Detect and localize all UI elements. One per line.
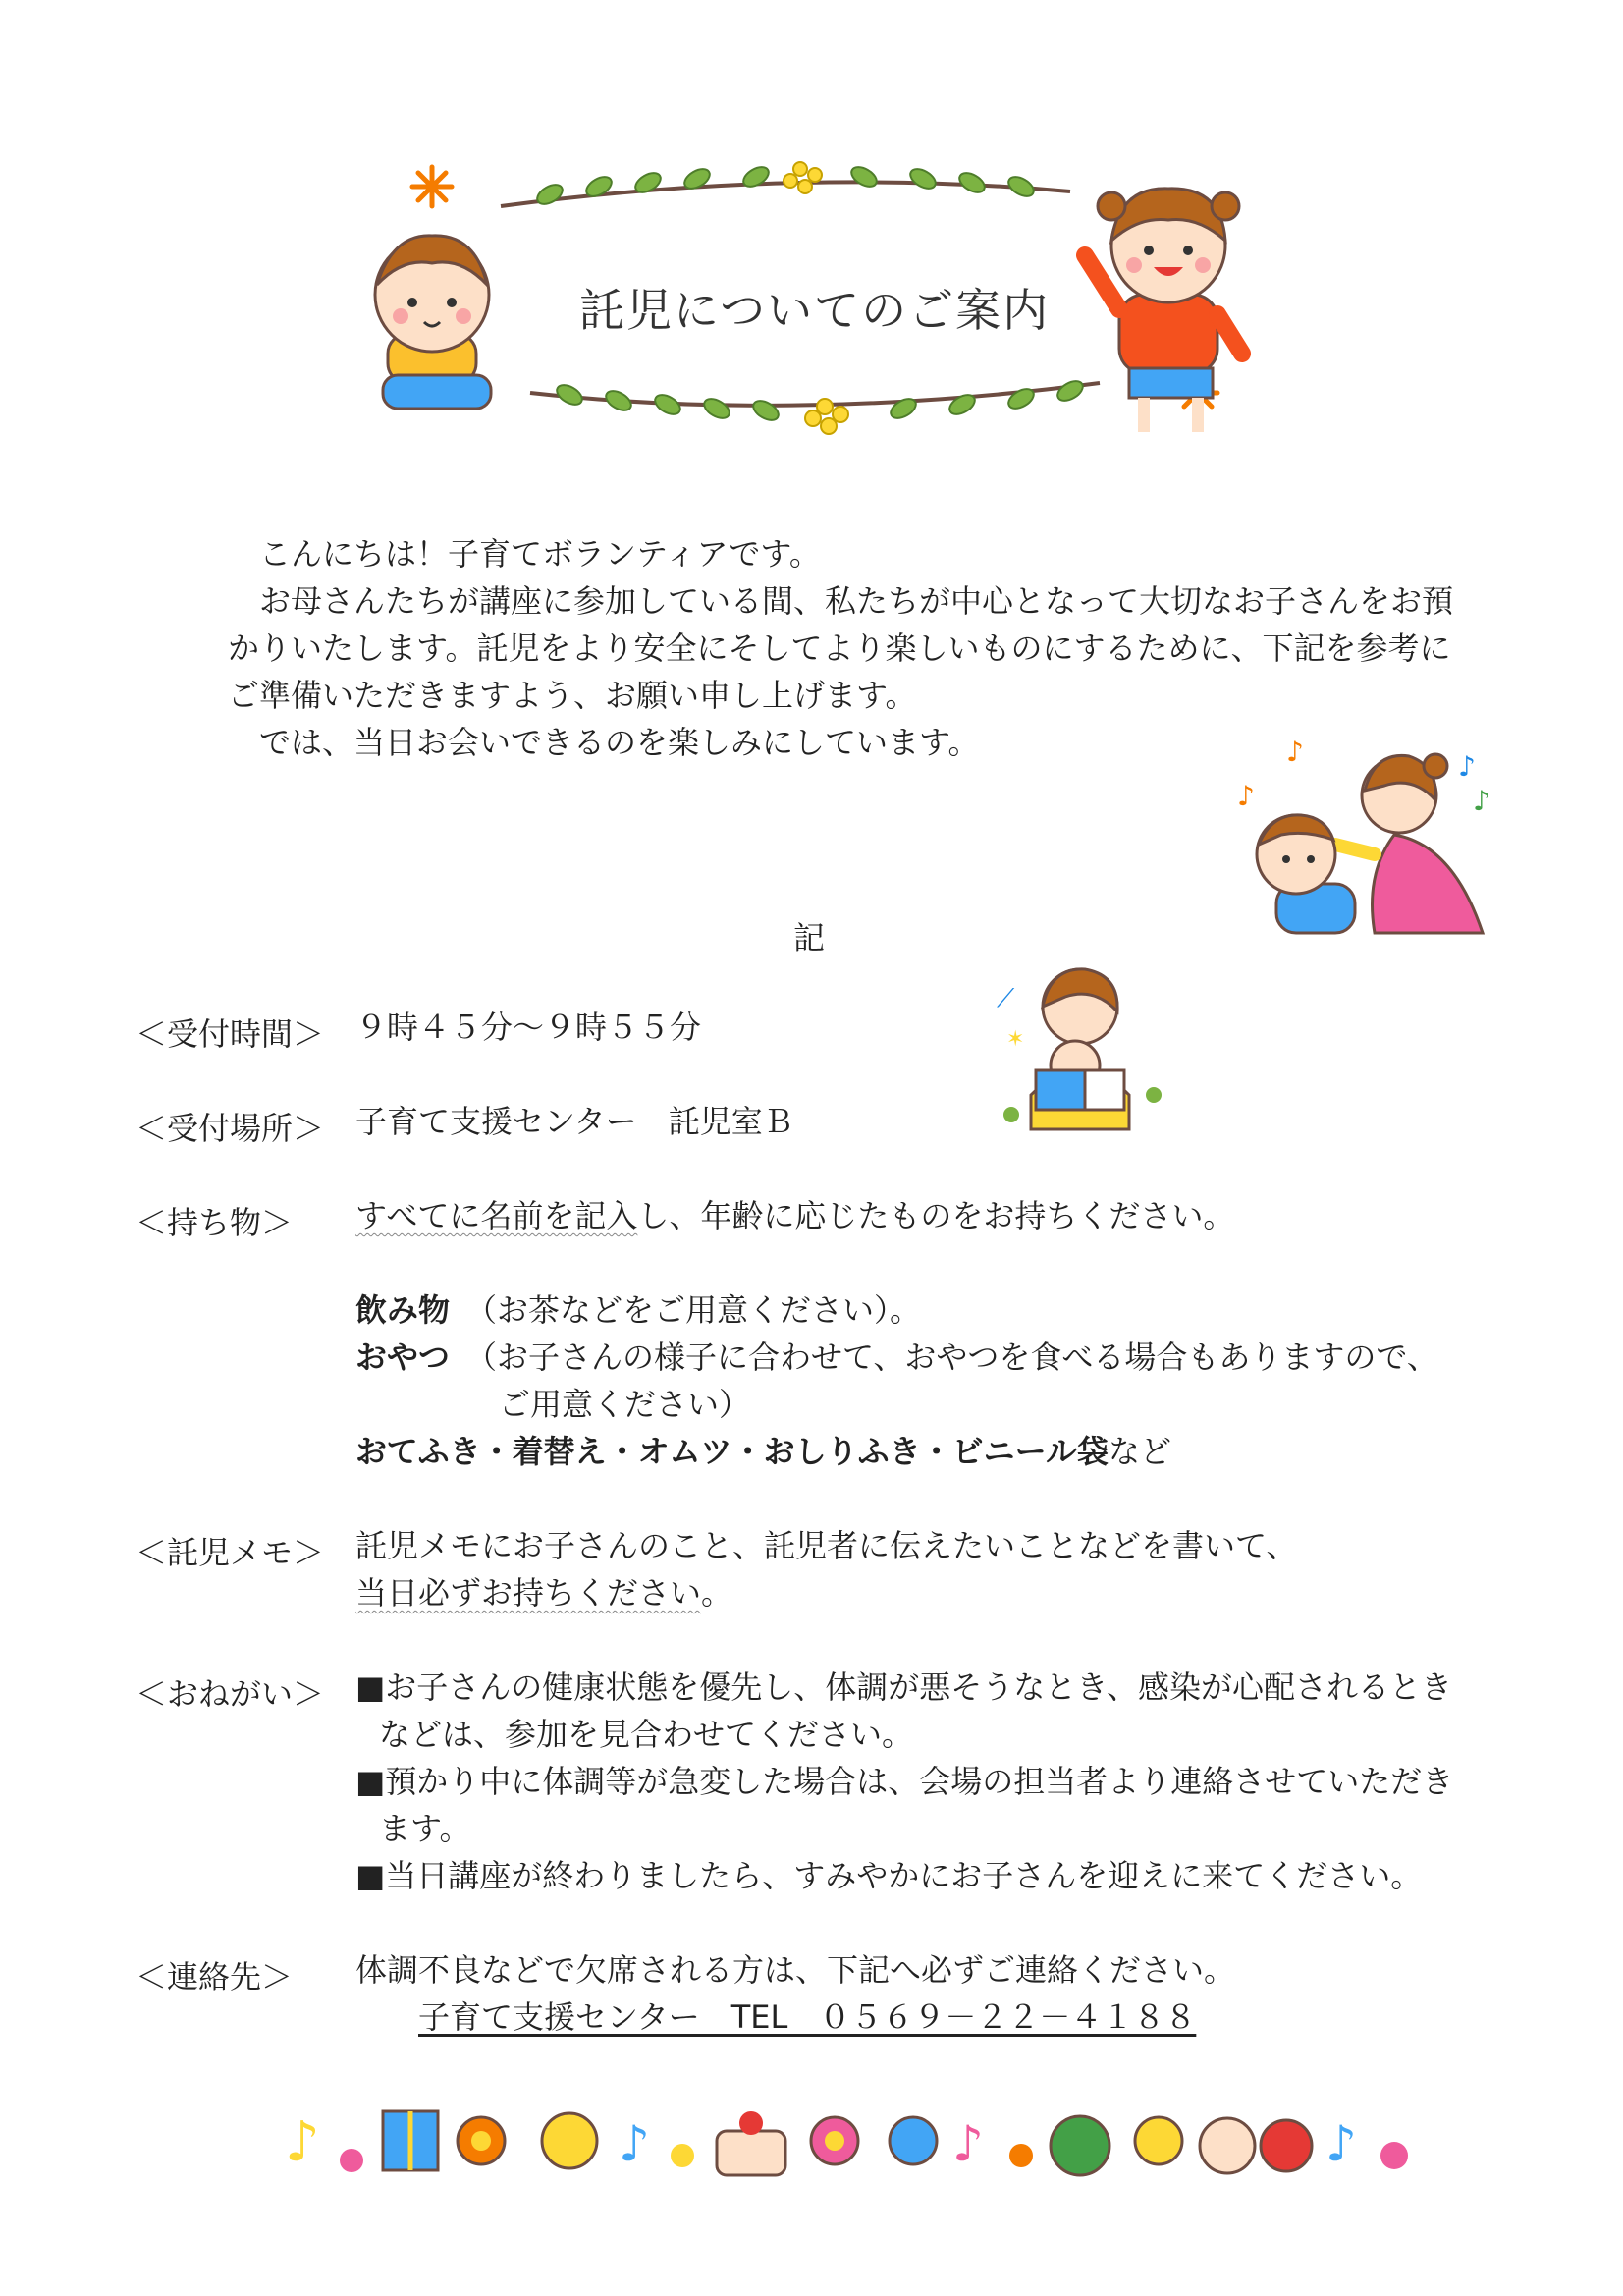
svg-text:♪: ♪ (1237, 780, 1255, 812)
request-item-1-cont: などは、参加を見合わせてください。 (379, 1716, 914, 1753)
belongings-underlined: すべてに名前を記入 (355, 1197, 638, 1234)
svg-text:♪: ♪ (1473, 785, 1490, 817)
ki-heading: 記 (793, 919, 826, 957)
intro-line: かりいたします。託児をより安全にそしてより楽しいものにするために、下記を参考に (228, 629, 1451, 667)
intro-line: ご準備いただきますよう、お願い申し上げます。 (228, 677, 917, 714)
reception-time-label: ＜受付時間＞ (135, 1015, 325, 1053)
snacks-note: （お子さんの様子に合わせて、おやつを食べる場合もありますので、 (481, 1339, 1438, 1376)
memo-tail: 。 (701, 1574, 733, 1612)
drinks-label: 飲み物 (355, 1291, 451, 1329)
memo-line1: 託児メモにお子さんのこと、託児者に伝えたいことなどを書いて、 (355, 1527, 1298, 1564)
memo-line2 (355, 1569, 732, 1616)
belongings-line (355, 1192, 1234, 1239)
snacks-note-cont: ご用意ください） (499, 1386, 751, 1423)
intro-line: お母さんたちが講座に参加している間、私たちが中心となって大切なお子さんをお預 (259, 582, 1454, 620)
girl-illustration (1085, 189, 1242, 432)
contact-phone: 子育て支援センター TEL ０５６９－２２－４１８８ (418, 1998, 1197, 2036)
reception-place-value: 子育て支援センター 託児室Ｂ (355, 1103, 794, 1140)
mother-baby-illustration (1227, 737, 1502, 962)
belongings-label: ＜持ち物＞ (135, 1204, 294, 1241)
svg-text:♪: ♪ (1286, 737, 1304, 768)
svg-text:⟋: ⟋ (997, 984, 1015, 1013)
contact-line1: 体調不良などで欠席される方は、下記へ必ずご連絡ください。 (355, 1951, 1236, 1989)
drinks-line (355, 1286, 921, 1334)
request-item-1: ■お子さんの健康状態を優先し、体調が悪そうなとき、感染が心配されるとき (355, 1668, 1452, 1706)
contact-label: ＜連絡先＞ (135, 1958, 294, 1995)
snacks-line (355, 1334, 1438, 1381)
items-line (355, 1428, 1171, 1475)
reception-time-value: ９時４５分～９時５５分 (355, 1009, 702, 1046)
svg-text:♪: ♪ (952, 2115, 984, 2172)
request-item-2-cont: ます。 (379, 1810, 471, 1847)
baby-illustration (375, 236, 491, 409)
intro-line: では、当日お会いできるのを楽しみにしています。 (259, 724, 980, 761)
page-title: 託児についてのご案内 (579, 284, 1051, 337)
svg-text:✶: ✶ (1006, 1027, 1025, 1052)
items-list: おてふき・着替え・オムツ・おしりふき・ビニール袋 (355, 1433, 1109, 1470)
title-banner (353, 147, 1296, 442)
belongings-rest: し、年齢に応じたものをお持ちください。 (637, 1197, 1235, 1234)
drinks-note: （お茶などをご用意ください）。 (481, 1291, 922, 1329)
request-item-2: ■預かり中に体調等が急変した場合は、会場の担当者より連絡させていただき (355, 1763, 1454, 1800)
reception-place-label: ＜受付場所＞ (135, 1110, 325, 1147)
memo-label: ＜託児メモ＞ (135, 1534, 325, 1571)
request-item-3: ■当日講座が終わりましたら、すみやかにお子さんを迎えに来てください。 (355, 1857, 1423, 1894)
intro-line: こんにちは！子育てボランティアです。 (259, 535, 821, 573)
requests-label: ＜おねがい＞ (135, 1675, 325, 1713)
reading-illustration (992, 957, 1168, 1134)
memo-underlined: 当日必ずお持ちください (355, 1574, 702, 1612)
svg-text:♪: ♪ (1325, 2115, 1357, 2172)
items-tail: など (1109, 1433, 1172, 1470)
bottom-decoration (275, 2092, 1434, 2190)
svg-text:♪: ♪ (619, 2115, 650, 2172)
snacks-label: おやつ (355, 1339, 451, 1376)
svg-text:♪: ♪ (1458, 750, 1476, 783)
intro-text (228, 530, 1475, 766)
svg-text:♪: ♪ (285, 2110, 320, 2174)
